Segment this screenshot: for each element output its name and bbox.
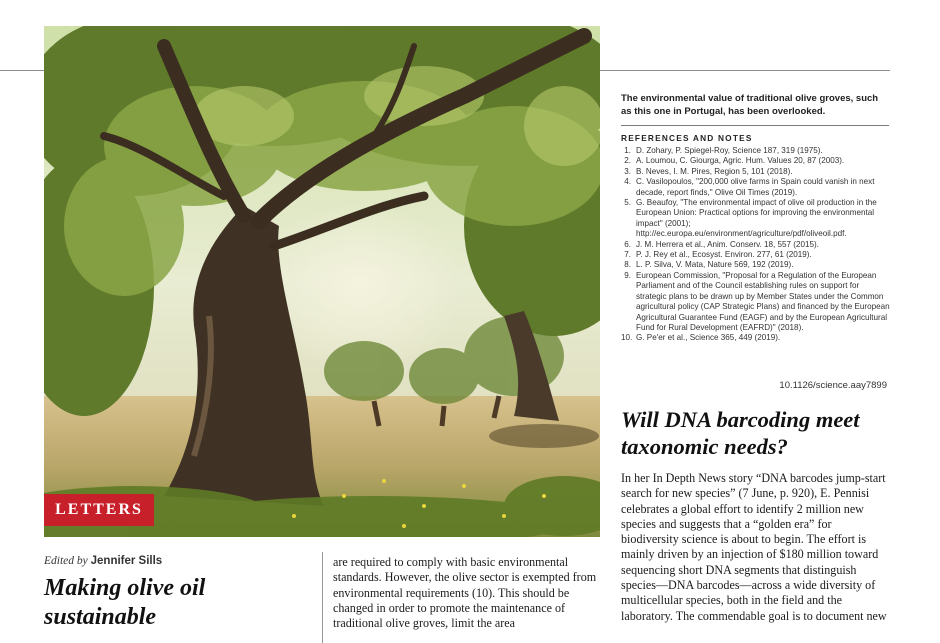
- letter-title: Making olive oil sustainable: [44, 575, 206, 630]
- references-heading: REFERENCES AND NOTES: [621, 133, 753, 143]
- references-list: [621, 146, 891, 344]
- edited-by-label: Edited by: [44, 555, 88, 567]
- reference-text: A. Loumou, C. Giourga, Agric. Hum. Values 20, 87 (2003).: [636, 156, 845, 166]
- section-label-letters: [44, 494, 154, 526]
- reference-number: 7.: [624, 250, 631, 260]
- reference-item: [621, 146, 891, 156]
- reference-text: G. Pe'er et al., Science 365, 449 (2019).: [636, 333, 781, 343]
- reference-number: 9.: [624, 270, 631, 280]
- reference-item: [621, 271, 891, 333]
- reference-item: [621, 333, 891, 343]
- reference-item: [621, 250, 891, 260]
- reference-number: 3.: [624, 166, 631, 176]
- article-body-middle: are required to comply with basic environmental standards. However, the olive sector is exempted from environmental requirements (10). This should be changed in order to promote the maintenance of traditional olive groves, limit the area: [333, 555, 597, 631]
- reference-number: 6.: [624, 239, 631, 249]
- doi-link[interactable]: 10.1126/science.aay7899: [779, 380, 887, 391]
- olive-grove-photo: [44, 26, 600, 537]
- caption-divider: [621, 125, 889, 126]
- reference-text: C. Vasilopoulos, "200,000 olive farms in Spain could vanish in next decade, report finds," Olive Oil Times (2019).: [636, 177, 875, 197]
- reference-item: [621, 240, 891, 250]
- top-rule-left: [0, 70, 44, 71]
- reference-text: B. Neves, I. M. Pires, Region 5, 101 (2018).: [636, 166, 793, 176]
- reference-number: 10.: [621, 333, 633, 343]
- reference-text: D. Zohary, P. Spiegel-Roy, Science 187, 319 (1975).: [636, 146, 823, 155]
- reference-text: G. Beaufoy, "The environmental impact of olive oil production in the European Union: Practical options for improving the environmental impact" (2001); http://ec.europa.eu/environment/agriculture/pdf/oliveoil.pdf.: [636, 198, 877, 239]
- reference-text: L. P. Silva, V. Mata, Nature 569, 192 (2019).: [636, 260, 794, 270]
- reference-item: [621, 198, 891, 240]
- section-label-text: LETTERS: [55, 501, 143, 518]
- reference-item: [621, 156, 891, 166]
- reference-item: [621, 167, 891, 177]
- reference-text: European Commission, "Proposal for a Regulation of the European Parliament and of the Council establishing rules on support for strategic plans to be drawn up by Member States under the Common agricultural policy (CAP Strategic Plans) and financed by the European Agricultural Guarantee Fund (EAGF) and by the European Agricultural Fund for Rural Development (EAFRD)" (2018).: [636, 270, 890, 332]
- reference-item: [621, 177, 891, 198]
- reference-text: P. J. Rey et al., Ecosyst. Environ. 277, 61 (2019).: [636, 250, 812, 260]
- reference-number: 1.: [624, 146, 631, 155]
- article-headline: Will DNA barcoding meet taxonomic needs?: [621, 407, 860, 459]
- editor-credit: [44, 555, 162, 567]
- reference-text: J. M. Herrera et al., Anim. Conserv. 18, 557 (2015).: [636, 239, 819, 249]
- reference-number: 4.: [624, 177, 631, 187]
- column-divider: [322, 552, 323, 643]
- reference-item: [621, 260, 891, 270]
- photo-caption: The environmental value of traditional olive groves, such as this one in Portugal, has been overlooked.: [621, 93, 879, 117]
- article-body-right: In her In Depth News story “DNA barcodes jump-start search for new species” (7 June, p. 920), E. Pennisi celebrates a global effort to identify 2 million new species and suggests that a “golden era” for biodiversity science is about to begin. The effort is mainly driven by an injection of $180 million toward sequencing short DNA segments that distinguish species—DNA barcodes—across a wide diversity of multicellular species, both in the field and the laboratory. The commendable goal is to document new: [621, 471, 887, 623]
- top-rule-right: [600, 70, 890, 71]
- reference-number: 5.: [624, 198, 631, 208]
- editor-name: Jennifer Sills: [90, 555, 163, 567]
- reference-number: 2.: [624, 156, 631, 166]
- reference-number: 8.: [624, 260, 631, 270]
